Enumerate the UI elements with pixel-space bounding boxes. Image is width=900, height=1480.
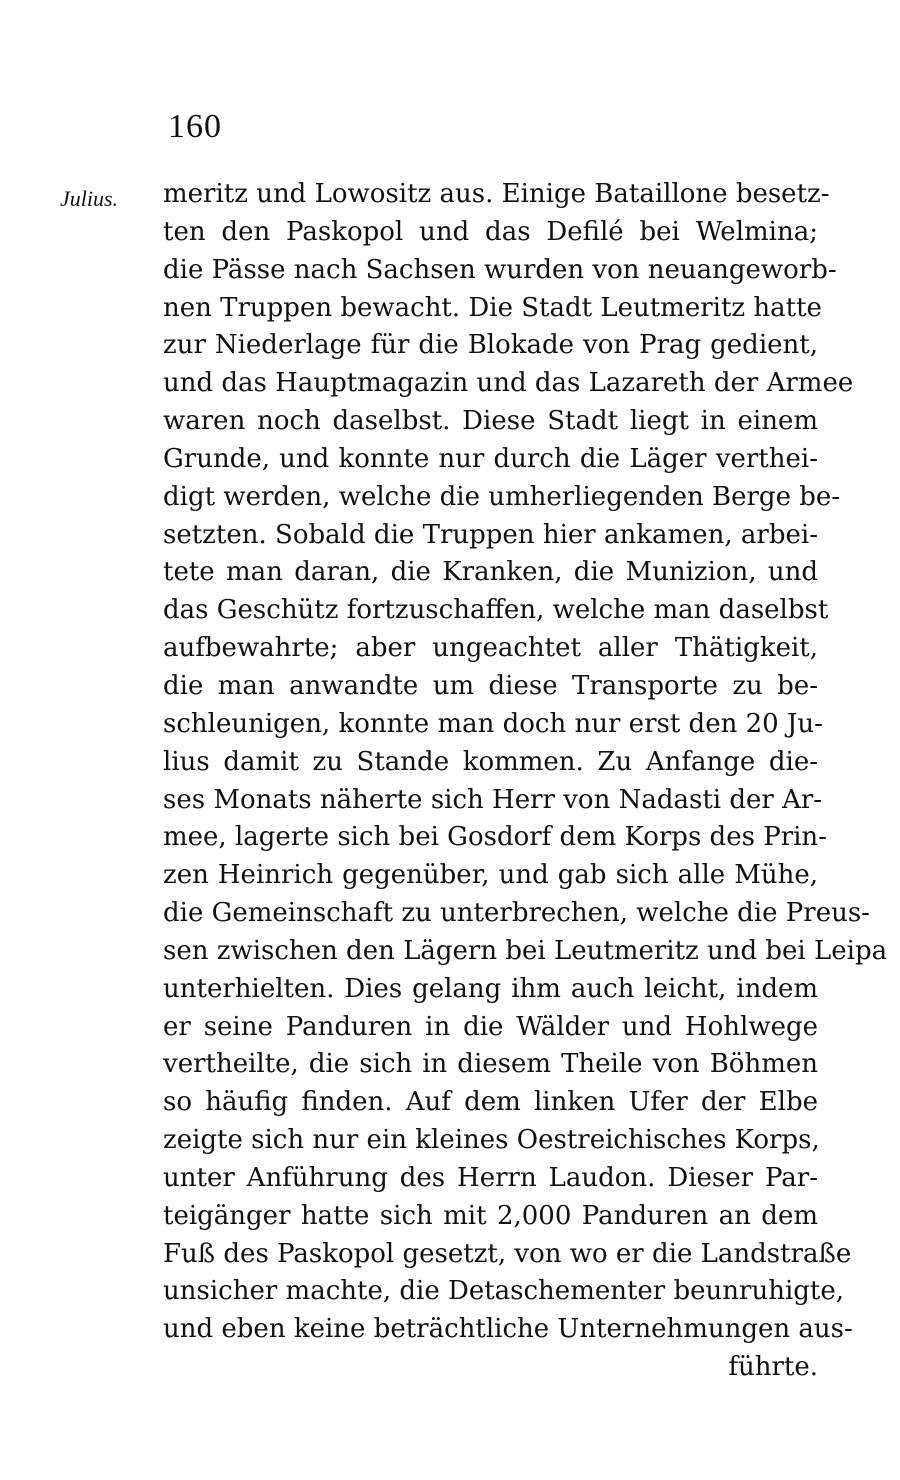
text-line: das Geschütz fortzuschaffen, welche man daselbst <box>163 595 829 626</box>
text-line: teigänger hatte sich mit 2,000 Panduren an dem <box>163 1200 818 1231</box>
text-line: mee, lagerte sich bei Gosdorf dem Korps des Prin- <box>163 822 827 853</box>
text-line: Grunde, und konnte nur durch die Läger verthei- <box>163 443 818 474</box>
text-line: setzten. Sobald die Truppen hier ankamen, arbei- <box>163 519 818 550</box>
text-line: aufbewahrte; aber ungeachtet aller Thätigkeit, <box>163 633 818 664</box>
text-line: zur Niederlage für die Blokade von Prag gedient, <box>163 330 818 361</box>
text-line: so häufig finden. Auf dem linken Ufer der Elbe <box>163 1087 818 1118</box>
body-text <box>163 176 888 1387</box>
text-line: unsicher machte, die Detaschementer beunruhigte, <box>163 1276 845 1307</box>
text-line: zeigte sich nur ein kleines Oestreichisches Korps, <box>163 1125 820 1156</box>
text-line: tete man daran, die Kranken, die Munizion, und <box>163 557 818 588</box>
margin-note: Julius. <box>60 186 119 211</box>
text-line: und eben keine beträchtliche Unternehmungen aus- <box>163 1314 853 1345</box>
text-line: zen Heinrich gegenüber, und gab sich alle Mühe, <box>163 860 818 891</box>
text-line: die Pässe nach Sachsen wurden von neuangeworb- <box>163 254 837 285</box>
text-line: die Gemeinschaft zu unterbrechen, welche die Preus- <box>163 898 870 929</box>
text-line: vertheilte, die sich in diesem Theile von Böhmen <box>163 1049 818 1080</box>
text-line: führte. <box>728 1352 818 1383</box>
text-line: schleunigen, konnte man doch nur erst den 20 Ju- <box>163 708 823 739</box>
text-line: die man anwandte um diese Transporte zu be- <box>163 670 818 701</box>
text-line: meritz und Lowositz aus. Einige Bataillone besetz- <box>163 179 830 209</box>
page-number: 160 <box>168 108 222 145</box>
text-line: und das Hauptmagazin und das Lazareth der Armee <box>163 368 854 399</box>
text-line: ses Monats näherte sich Herr von Nadasti der Ar- <box>163 784 823 815</box>
text-line: unterhielten. Dies gelang ihm auch leicht, indem <box>163 973 818 1004</box>
text-line: unter Anführung des Herrn Laudon. Dieser Par- <box>163 1162 818 1193</box>
text-line: Fuß des Paskopol gesetzt, von wo er die Landstraße <box>163 1238 852 1269</box>
text-line: ten den Paskopol und das Defilé bei Welmina; <box>163 216 818 247</box>
text-line: digt werden, welche die umherliegenden Berge be- <box>163 481 841 512</box>
text-line: waren noch daselbst. Diese Stadt liegt in einem <box>163 406 818 437</box>
text-line: nen Truppen bewacht. Die Stadt Leutmeritz hatte <box>163 292 822 323</box>
text-line: sen zwischen den Lägern bei Leutmeritz und bei Leipa <box>163 935 888 966</box>
text-line: er seine Panduren in die Wälder und Hohlwege <box>163 1011 818 1042</box>
text-line: lius damit zu Stande kommen. Zu Anfange die- <box>163 746 818 777</box>
